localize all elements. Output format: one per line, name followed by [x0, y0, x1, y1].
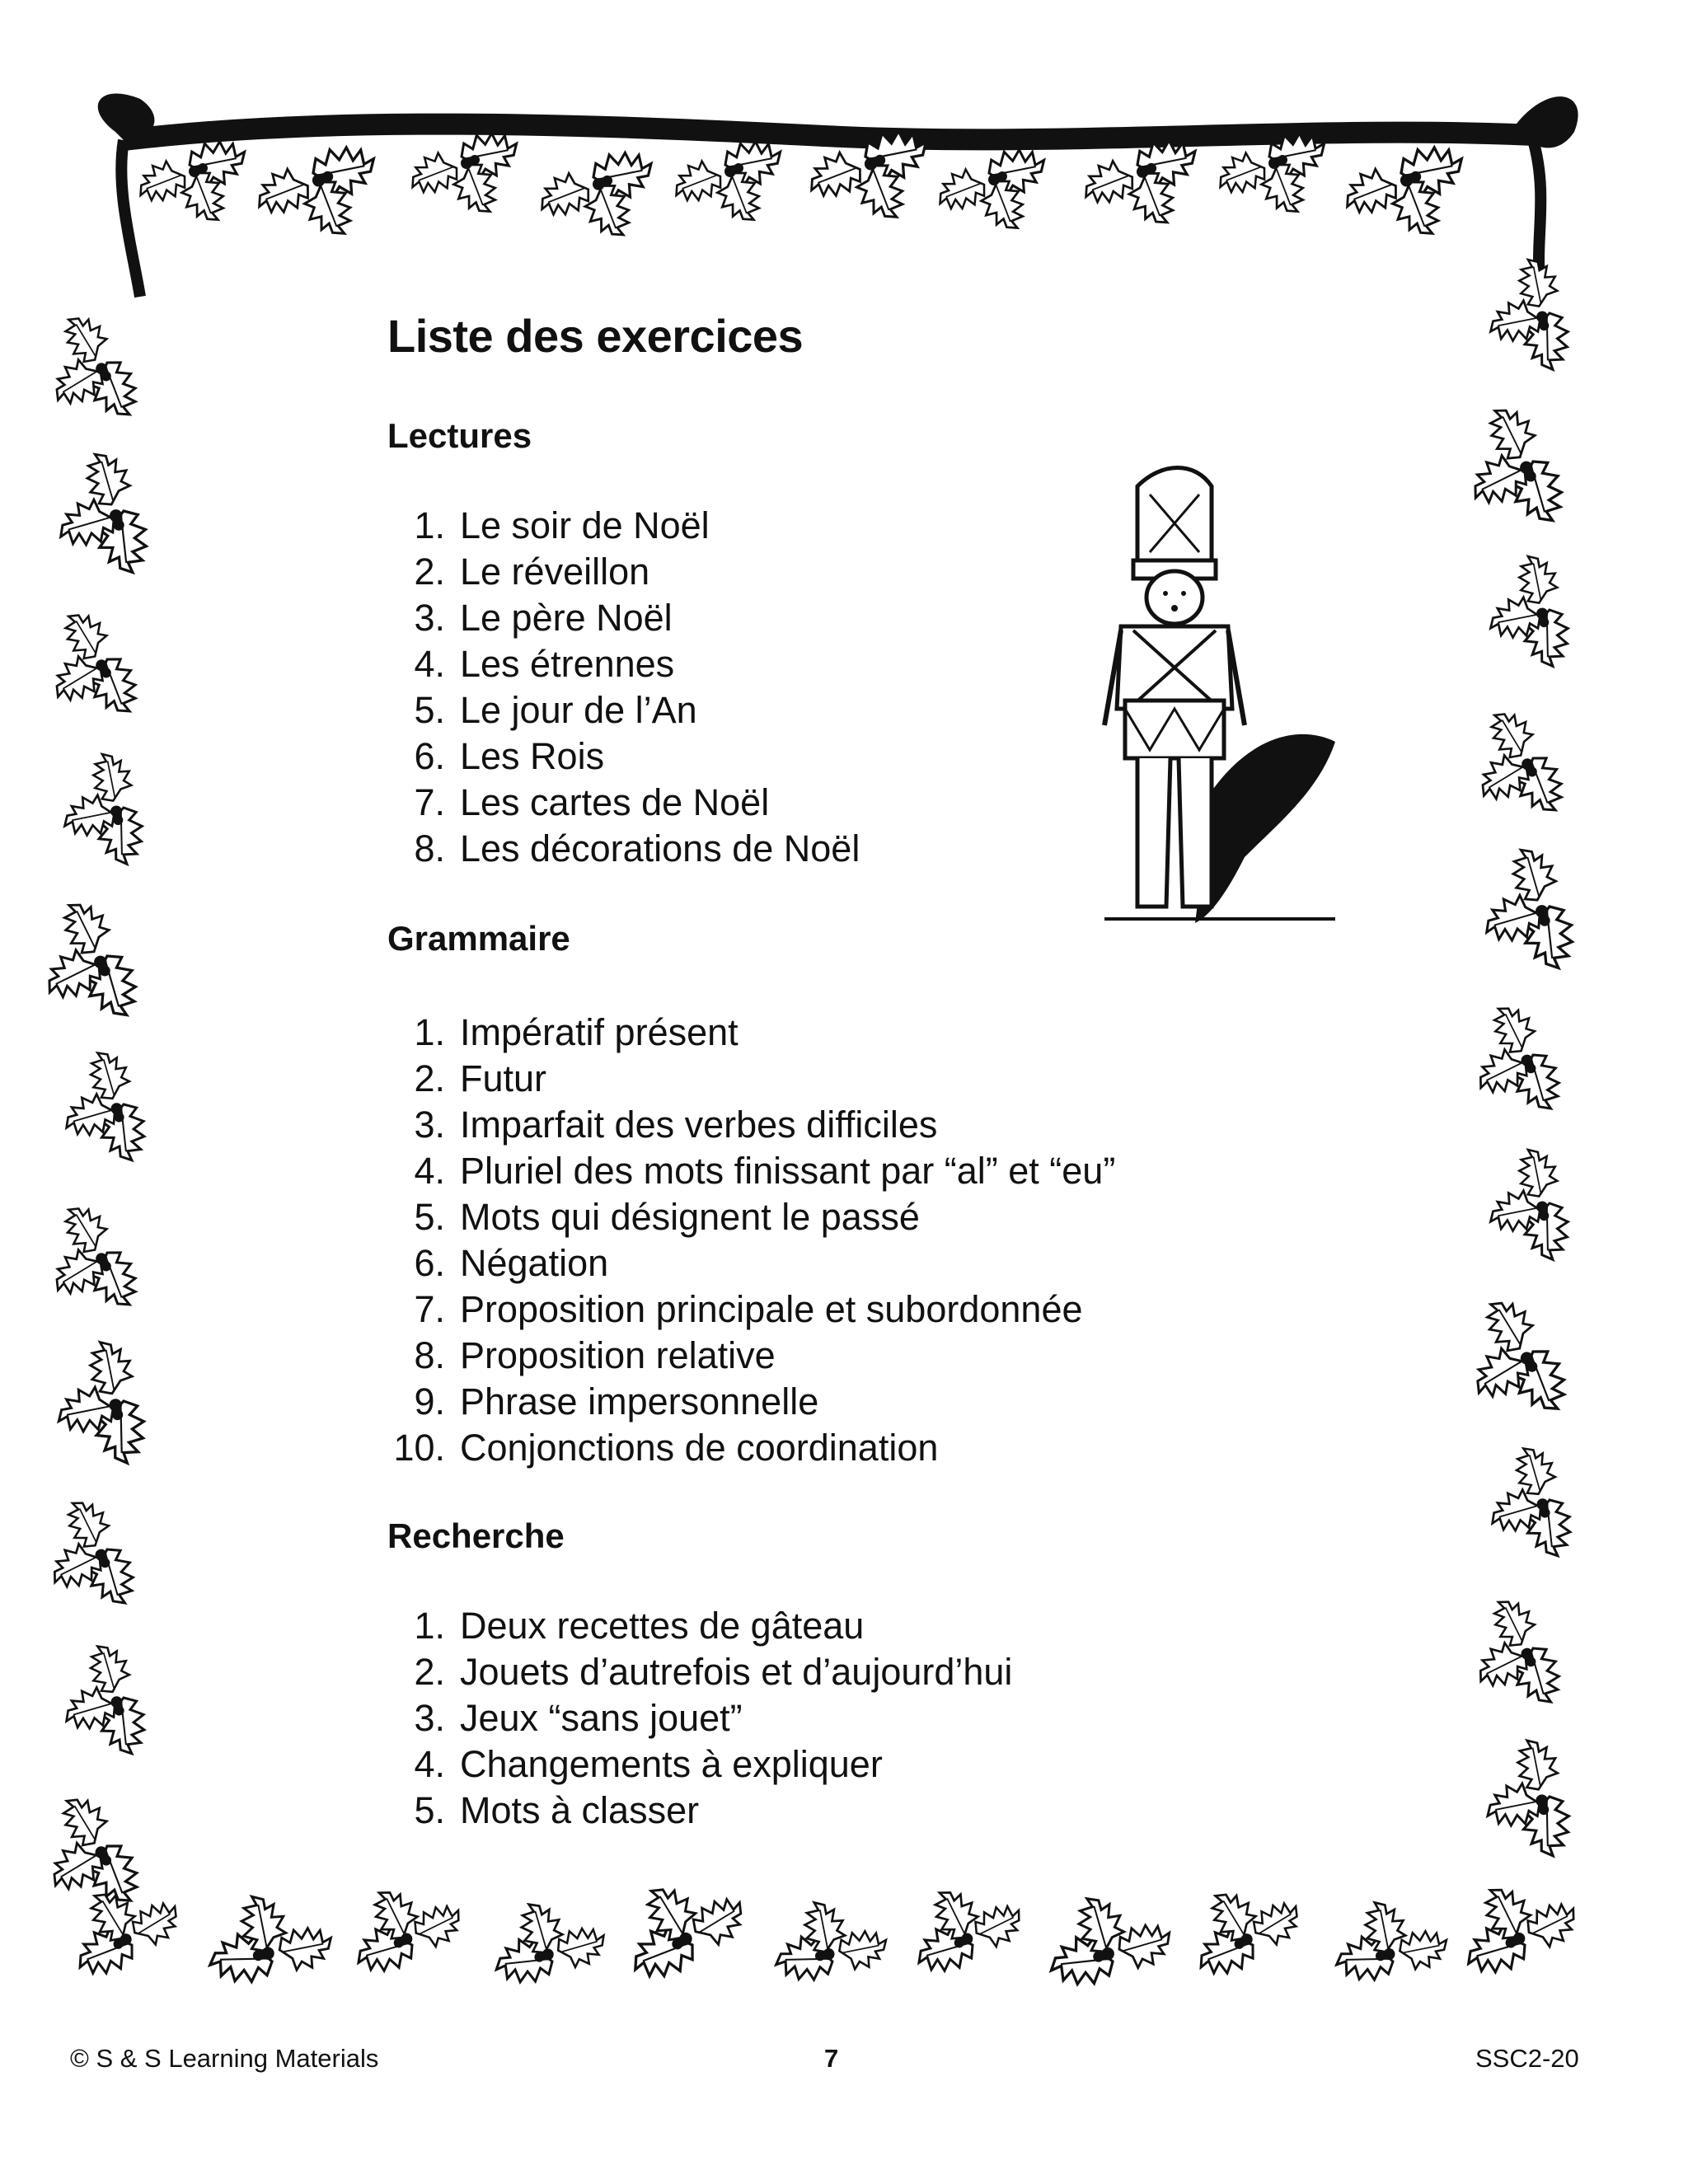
- list-item: 2. Jouets d’autrefois et d’aujourd’hui: [414, 1651, 1013, 1693]
- list-item: 8. Proposition relative: [414, 1334, 776, 1376]
- grammaire-heading: Grammaire: [387, 919, 570, 958]
- list-item: 7. Les cartes de Noël: [414, 781, 770, 823]
- list-item: 2. Futur: [414, 1057, 547, 1099]
- page-title: Liste des exercices: [387, 310, 804, 362]
- lectures-heading: Lectures: [387, 416, 532, 455]
- list-item: 5. Le jour de l’An: [414, 689, 697, 731]
- list-item: 1. Le soir de Noël: [414, 504, 710, 546]
- footer-page-number: 7: [824, 2044, 839, 2073]
- list-item: 5. Mots à classer: [414, 1789, 700, 1831]
- list-item: 4. Pluriel des mots finissant par “al” et “eu”: [414, 1150, 1116, 1192]
- recherche-heading: Recherche: [387, 1516, 565, 1555]
- list-item: 10. Conjonctions de coordination: [393, 1427, 939, 1469]
- list-item: 4. Changements à expliquer: [414, 1743, 883, 1785]
- list-item: 6. Négation: [414, 1242, 609, 1284]
- list-item: 3. Imparfait des verbes difficiles: [414, 1104, 938, 1146]
- lectures-list: [387, 503, 860, 872]
- recherche-list: [387, 1603, 1012, 1834]
- footer-copyright: © S & S Learning Materials: [70, 2044, 379, 2073]
- footer-code: SSC2-20: [1475, 2044, 1579, 2073]
- list-item: 6. Les Rois: [414, 735, 605, 777]
- list-item: 4. Les étrennes: [414, 643, 675, 685]
- list-item: 1. Impératif présent: [414, 1011, 738, 1053]
- list-item: 7. Proposition principale et subordonnée: [414, 1288, 1083, 1330]
- list-item: 1. Deux recettes de gâteau: [414, 1605, 865, 1647]
- grammaire-list: [387, 1010, 1115, 1471]
- list-item: 5. Mots qui désignent le passé: [414, 1196, 920, 1238]
- list-item: 2. Le réveillon: [414, 551, 650, 593]
- list-item: 3. Jeux “sans jouet”: [414, 1697, 743, 1739]
- list-item: 8. Les décorations de Noël: [414, 827, 860, 869]
- toy-soldier-drummer-icon: [1088, 462, 1352, 940]
- list-item: 9. Phrase impersonnelle: [414, 1380, 819, 1422]
- list-item: 3. Le père Noël: [414, 597, 673, 639]
